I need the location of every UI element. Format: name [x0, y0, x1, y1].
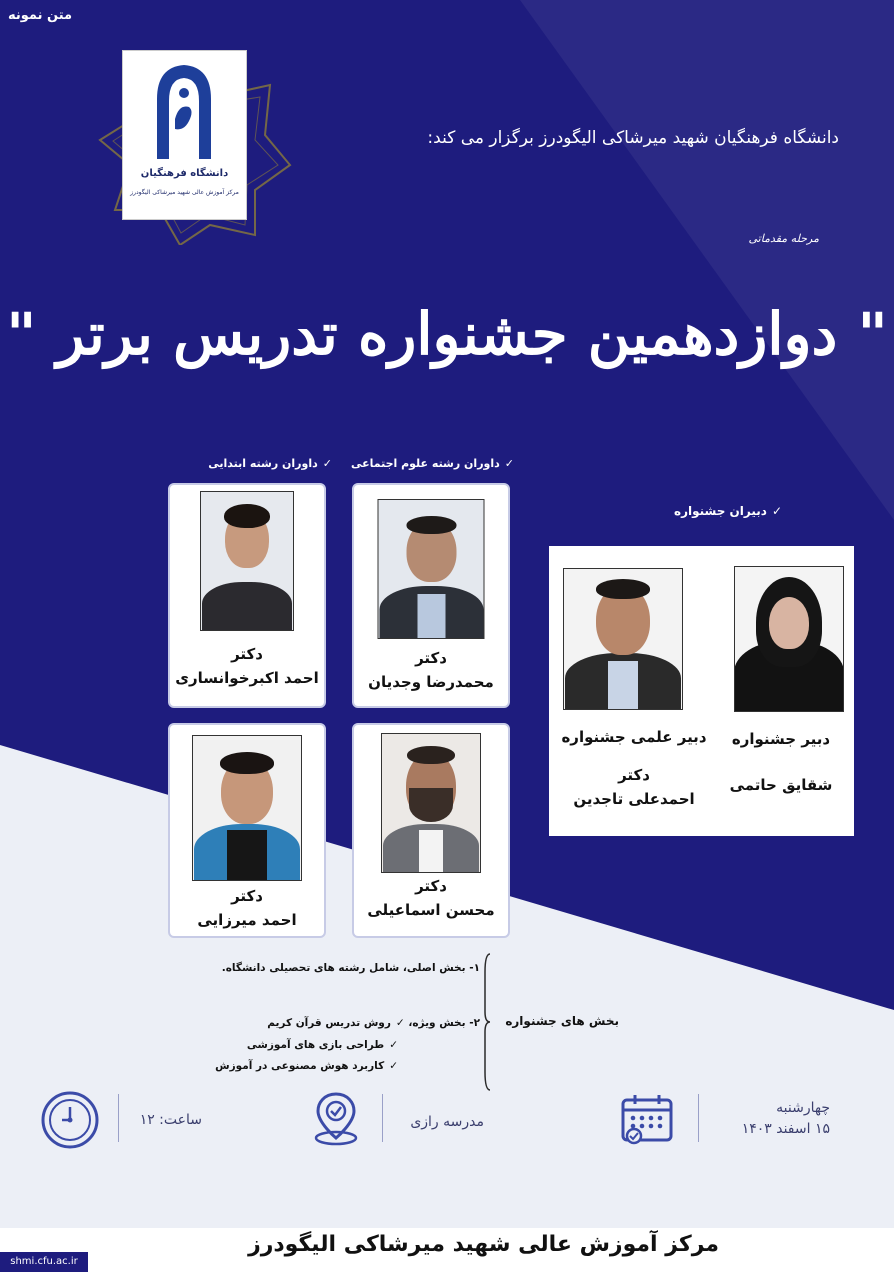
clock-icon [40, 1090, 100, 1150]
footer-text: مرکز آموزش عالی شهید میرشاکی الیگودرز [248, 1232, 719, 1257]
secretary-title: دکتر [618, 766, 650, 784]
divider [382, 1094, 383, 1142]
judge-photo [378, 499, 485, 639]
judges-primary-label: ✓داوران رشته ابتدایی [208, 457, 332, 470]
host-text: دانشگاه فرهنگیان شهید میرشاکی الیگودرز برگزار می کند: [427, 128, 839, 148]
secretary-name: شقایق حاتمی [729, 776, 833, 794]
judge-card [352, 483, 510, 708]
secretary-photo [734, 566, 844, 712]
logo-emblem-icon [149, 59, 219, 164]
sections-label: بخش های جشنواره [505, 1014, 619, 1028]
judge-photo [381, 733, 481, 873]
section-item-main: ۱- بخش اصلی، شامل رشته های تحصیلی دانشگاه. [221, 962, 480, 974]
judge-title: دکتر [415, 649, 447, 667]
secretaries-panel [549, 546, 854, 836]
judge-name: محمدرضا وجدیان [368, 673, 494, 691]
site-link[interactable]: shmi.cfu.ac.ir [0, 1252, 88, 1272]
judges-social-label: ✓داوران رشته علوم اجتماعی [350, 457, 514, 470]
divider [698, 1094, 699, 1142]
secretaries-label: ✓دبیران جشنواره [673, 504, 782, 518]
check-icon: ✓ [389, 1039, 398, 1051]
judge-name: احمد اکبرخوانساری [175, 669, 319, 687]
section-item-special: ۲- بخش ویژه، ✓روش تدریس قرآن کریم [267, 1017, 480, 1029]
judge-name: احمد میرزایی [197, 911, 297, 929]
divider [118, 1094, 119, 1142]
university-logo [122, 50, 247, 220]
event-day: چهارشنبه [776, 1100, 830, 1116]
check-icon: ✓ [322, 457, 332, 470]
judge-title: دکتر [231, 887, 263, 905]
event-time: ساعت: ۱۲ [139, 1112, 202, 1128]
secretary-photo [563, 568, 683, 710]
judge-photo [192, 735, 302, 881]
secretary-role: دبیر علمی جشنواره [561, 728, 707, 746]
judge-card [352, 723, 510, 938]
event-date: ۱۵ اسفند ۱۴۰۳ [741, 1121, 830, 1137]
bracket-icon [484, 952, 492, 1092]
secretary-role: دبیر جشنواره [731, 730, 831, 748]
judge-name: محسن اسماعیلی [367, 901, 495, 919]
event-venue: مدرسه رازی [410, 1114, 484, 1130]
judge-title: دکتر [415, 877, 447, 895]
stage-text: مرحله مقدماتی [748, 232, 819, 245]
special-item: ✓کاربرد هوش مصنوعی در آموزش [215, 1060, 398, 1072]
check-icon: ✓ [771, 504, 782, 518]
check-icon: ✓ [504, 457, 514, 470]
special-item: ✓طراحی بازی های آموزشی [246, 1039, 398, 1051]
logo-name: دانشگاه فرهنگیان [140, 168, 229, 179]
location-pin-icon [310, 1090, 362, 1146]
secretary-name: احمدعلی تاجدین [573, 790, 695, 808]
logo-subtitle: مرکز آموزش عالی شهید میرشاکی الیگودرز [130, 189, 239, 196]
judge-card [168, 723, 326, 938]
judge-title: دکتر [231, 645, 263, 663]
check-icon: ✓ [389, 1060, 398, 1072]
judge-photo [200, 491, 294, 631]
judge-card [168, 483, 326, 708]
calendar-icon [620, 1092, 676, 1146]
sample-watermark: متن نمونه [8, 8, 73, 23]
check-icon: ✓ [395, 1017, 405, 1029]
festival-title: " دوازدهمین جشنواره تدریس برتر " [6, 300, 888, 368]
